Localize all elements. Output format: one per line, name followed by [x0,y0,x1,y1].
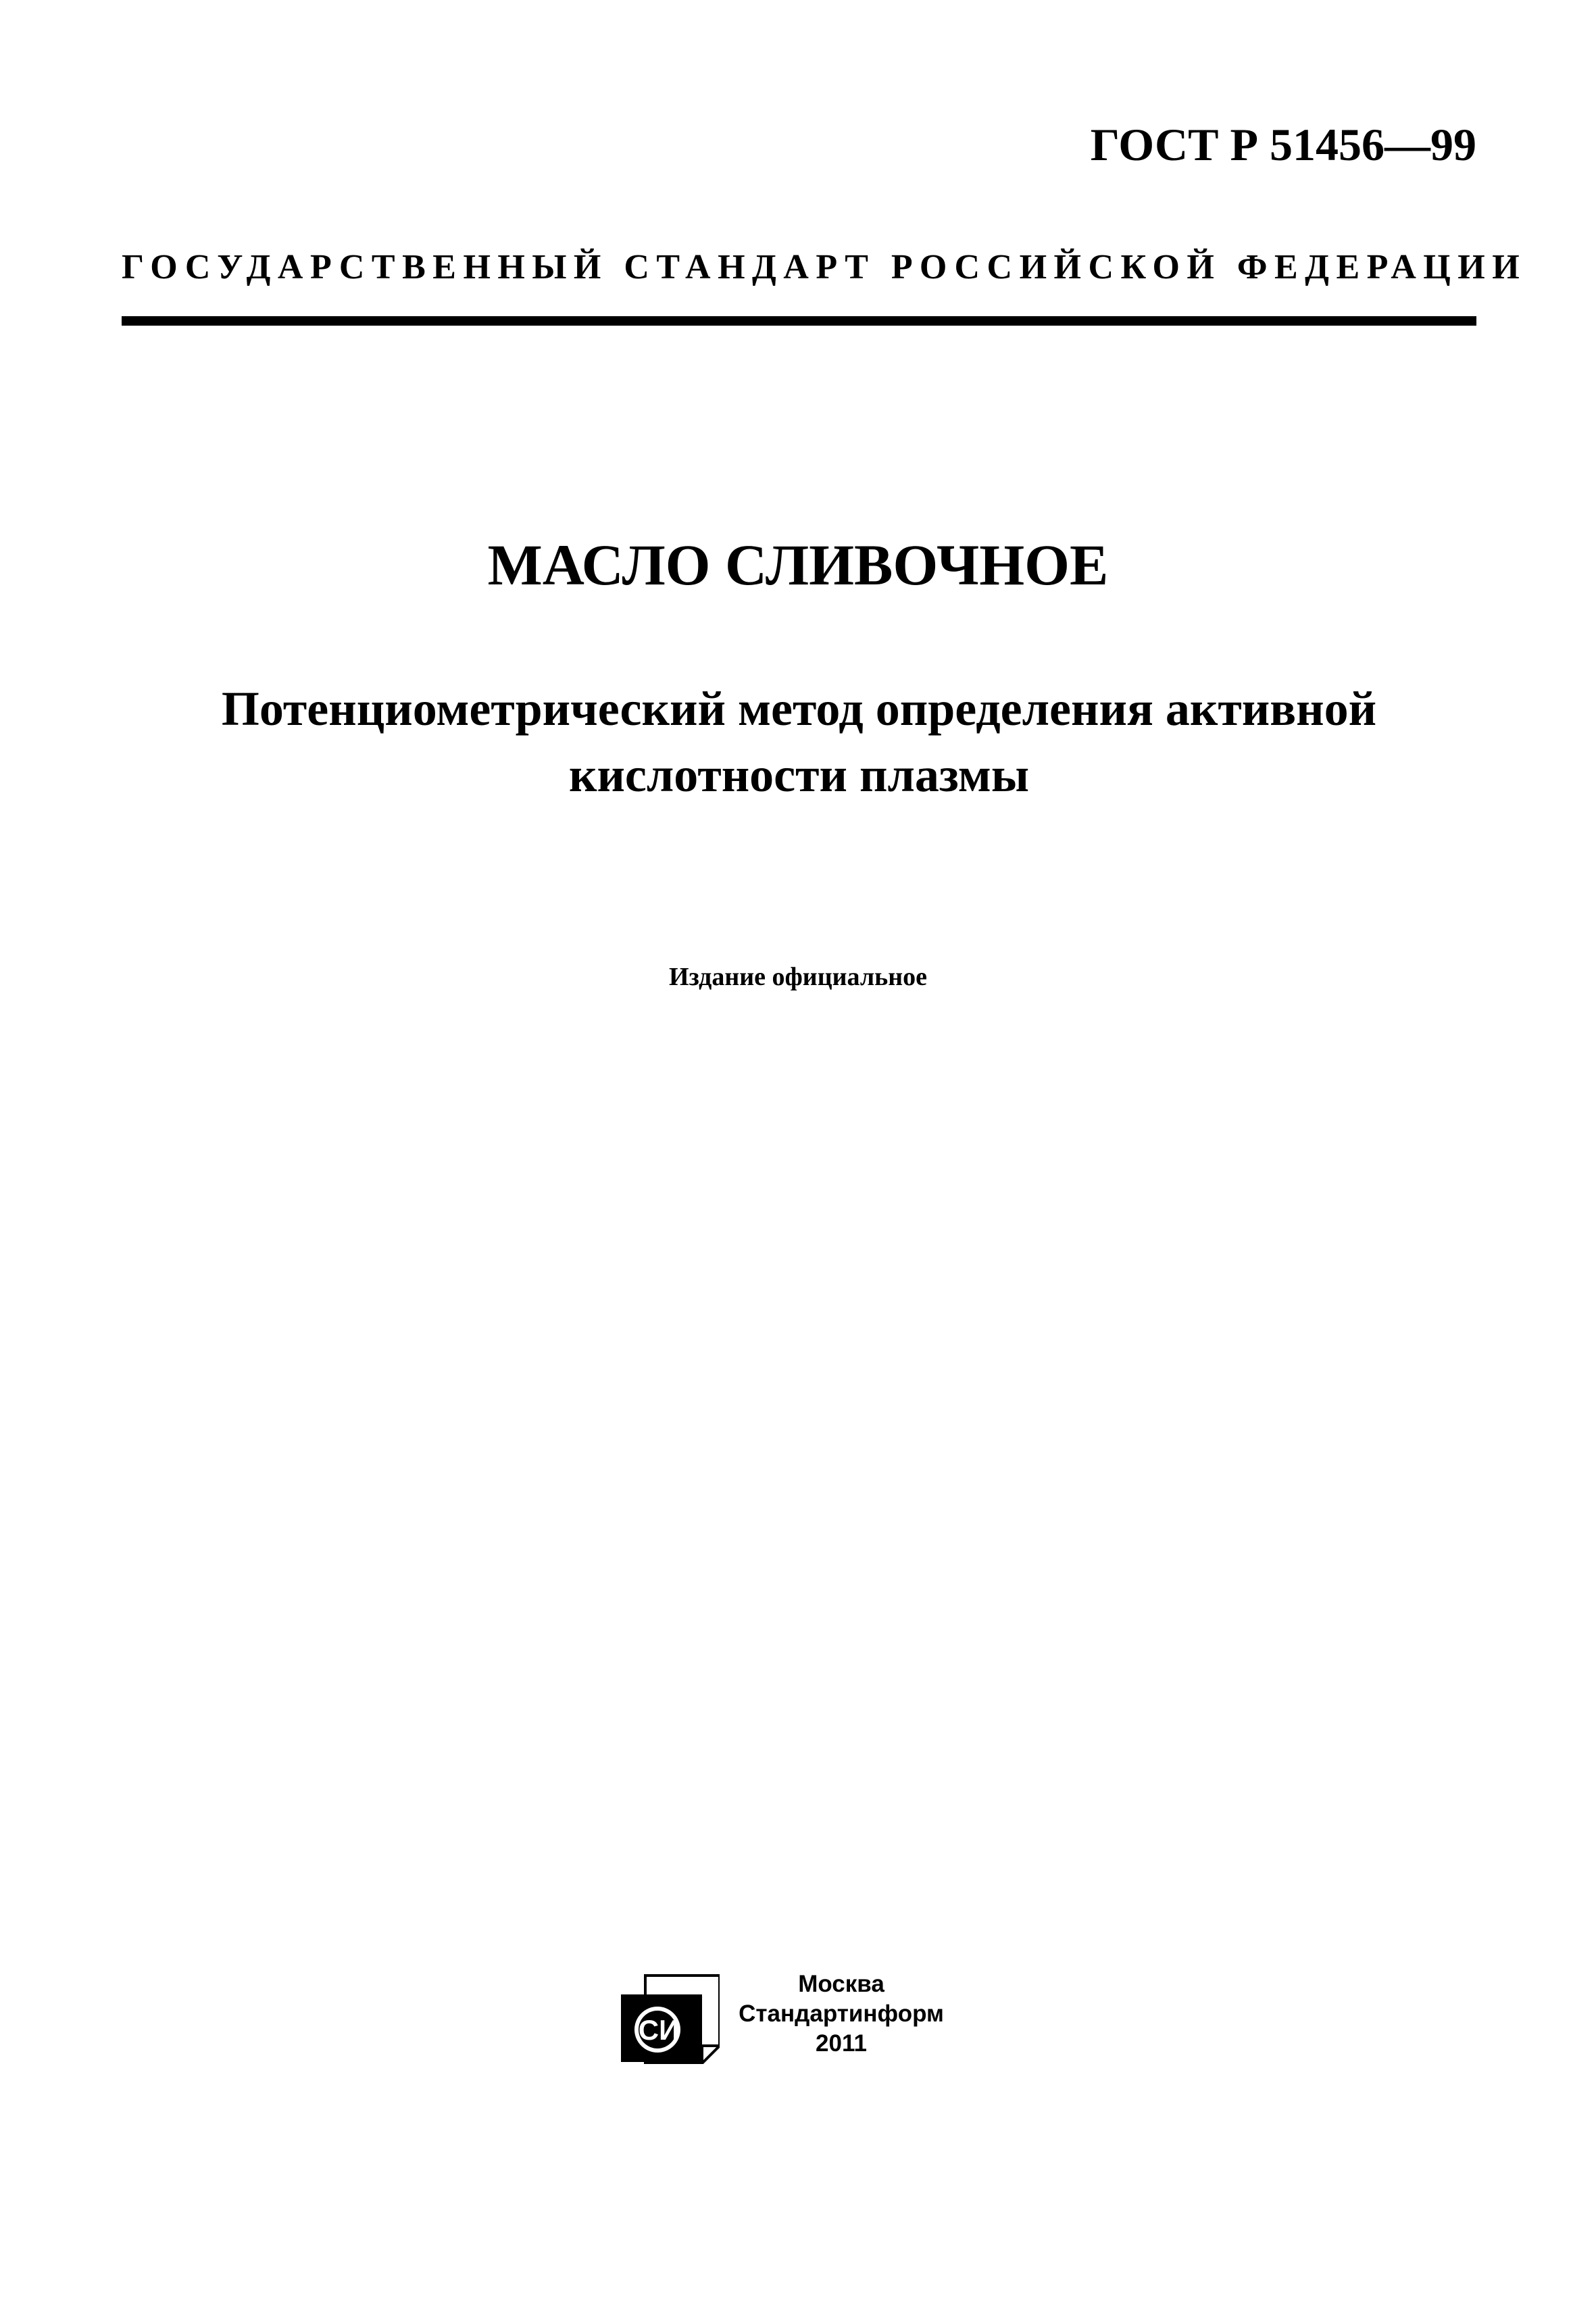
publisher-city: Москва [798,1971,884,1997]
publisher-block [730,1969,953,2059]
header-rule [122,316,1476,326]
edition-label: Издание официальное [668,963,927,991]
standard-number: ГОСТ Р 51456—99 [1090,119,1476,170]
subtitle-line-2: кислотности плазмы [568,748,1030,802]
publisher-name: Стандартинформ [739,2001,944,2027]
document-header: ГОСУДАРСТВЕННЫЙ СТАНДАРТ РОССИЙСКОЙ ФЕДЕРАЦИИ [122,248,1527,286]
publisher-logo [618,1973,720,2064]
document-title: МАСЛО СЛИВОЧНОЕ [487,532,1109,597]
document-subtitle [122,676,1476,808]
subtitle-line-1: Потенциометрический метод определения активной [221,682,1377,736]
publisher-year: 2011 [816,2030,867,2057]
publisher-logo-text: СИ [638,2014,680,2046]
